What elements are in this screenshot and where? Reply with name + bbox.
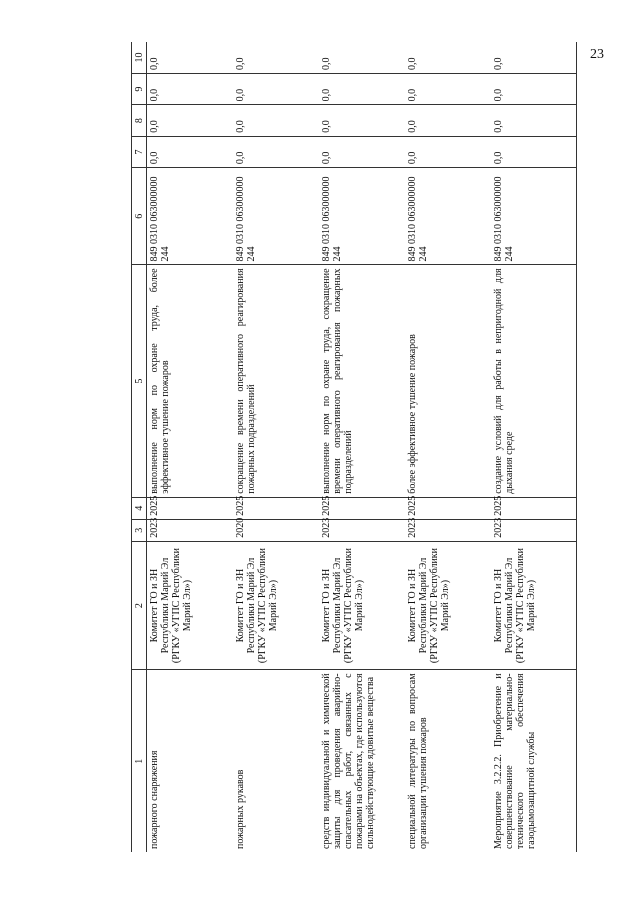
responsible-executor: Комитет ГО и ЗН Республики Марий Эл (РГКУ «УГПС Республики Марий Эл») (233, 541, 319, 670)
program-table (131, 42, 577, 852)
amount-value: 0,0 (233, 136, 319, 167)
amount-value: 0,0 (233, 105, 319, 136)
amount-value: 0,0 (491, 105, 577, 136)
measure-name: пожарных рукавов (234, 769, 246, 849)
amount-value: 0,0 (405, 105, 491, 136)
budget-code: 849 0310 063000000 244 (233, 168, 319, 265)
budget-code: 849 0310 063000000 244 (491, 168, 577, 265)
column-number: 5 (132, 265, 147, 497)
measure-name: Мероприятие 3.2.2.2. Приобретение и совершенствование материально-технического обеспечения газодымозащитной службы (491, 670, 577, 852)
amount-value: 0,0 (319, 105, 405, 136)
column-number: 1 (132, 670, 147, 852)
expected-result: более эффективное тушение пожаров (405, 265, 491, 497)
amount-value: 0,0 (405, 42, 491, 73)
end-year: 2025 (233, 497, 319, 519)
measure-name: специальной литературы по вопросам организации тушения пожаров (406, 673, 429, 849)
amount-value: 0,0 (491, 136, 577, 167)
responsible-executor: Комитет ГО и ЗН Республики Марий Эл (РГКУ «УГПС Республики Марий Эл») (147, 541, 233, 670)
expected-result: выполнение норм по охране труда, сокращение времени оперативного реагирования пожарных подразделений (319, 265, 405, 497)
expected-result: выполнение норм по охране труда, более эффективное тушение пожаров (147, 265, 233, 497)
amount-value: 0,0 (405, 73, 491, 104)
start-year: 2023 (319, 519, 405, 541)
start-year: 2023 (147, 519, 233, 541)
budget-code: 849 0310 063000000 244 (405, 168, 491, 265)
start-year: 2023 (491, 519, 577, 541)
end-year: 2025 (405, 497, 491, 519)
measure-name: средств индивидуальной и химической защиты для проведения аварийно-спасательных работ, связанных с пожарами на объектах, где используются сильнодействующие ядовитые вещества (320, 673, 376, 849)
column-number: 9 (132, 73, 147, 104)
table-row (147, 42, 233, 852)
amount-value: 0,0 (405, 136, 491, 167)
end-year: 2025 (147, 497, 233, 519)
expected-result: сокращение времени оперативного реагирования пожарных подразделений (233, 265, 319, 497)
amount-value: 0,0 (147, 73, 233, 104)
amount-value: 0,0 (233, 42, 319, 73)
table-row (491, 42, 577, 852)
budget-code: 849 0310 063000000 244 (319, 168, 405, 265)
amount-value: 0,0 (147, 105, 233, 136)
column-number-row (132, 42, 147, 852)
responsible-executor: Комитет ГО и ЗН Республики Марий Эл (РГКУ «УГПС Республики Марий Эл») (319, 541, 405, 670)
table-row (319, 42, 405, 852)
column-number: 10 (132, 42, 147, 73)
end-year: 2025 (319, 497, 405, 519)
amount-value: 0,0 (319, 73, 405, 104)
column-number: 2 (132, 541, 147, 670)
responsible-executor: Комитет ГО и ЗН Республики Марий Эл (РГКУ «УГПС Республики Марий Эл») (405, 541, 491, 670)
amount-value: 0,0 (233, 73, 319, 104)
end-year: 2025 (491, 497, 577, 519)
start-year: 2023 (405, 519, 491, 541)
column-number: 3 (132, 519, 147, 541)
amount-value: 0,0 (491, 73, 577, 104)
amount-value: 0,0 (319, 42, 405, 73)
column-number: 7 (132, 136, 147, 167)
column-number: 4 (132, 497, 147, 519)
page-number: 23 (590, 47, 604, 62)
measure-name: пожарного снаряжения (149, 750, 160, 849)
amount-value: 0,0 (147, 42, 233, 73)
budget-code: 849 0310 063000000 244 (147, 168, 233, 265)
expected-result: создание условий для работы в непригодной для дыхания среде (491, 265, 577, 497)
column-number: 8 (132, 105, 147, 136)
amount-value: 0,0 (319, 136, 405, 167)
start-year: 2020 (233, 519, 319, 541)
table-row (233, 42, 319, 852)
amount-value: 0,0 (147, 136, 233, 167)
table-row (405, 42, 491, 852)
responsible-executor: Комитет ГО и ЗН Республики Марий Эл (РГКУ «УГПС Республики Марий Эл») (491, 541, 577, 670)
column-number: 6 (132, 168, 147, 265)
amount-value: 0,0 (491, 42, 577, 73)
